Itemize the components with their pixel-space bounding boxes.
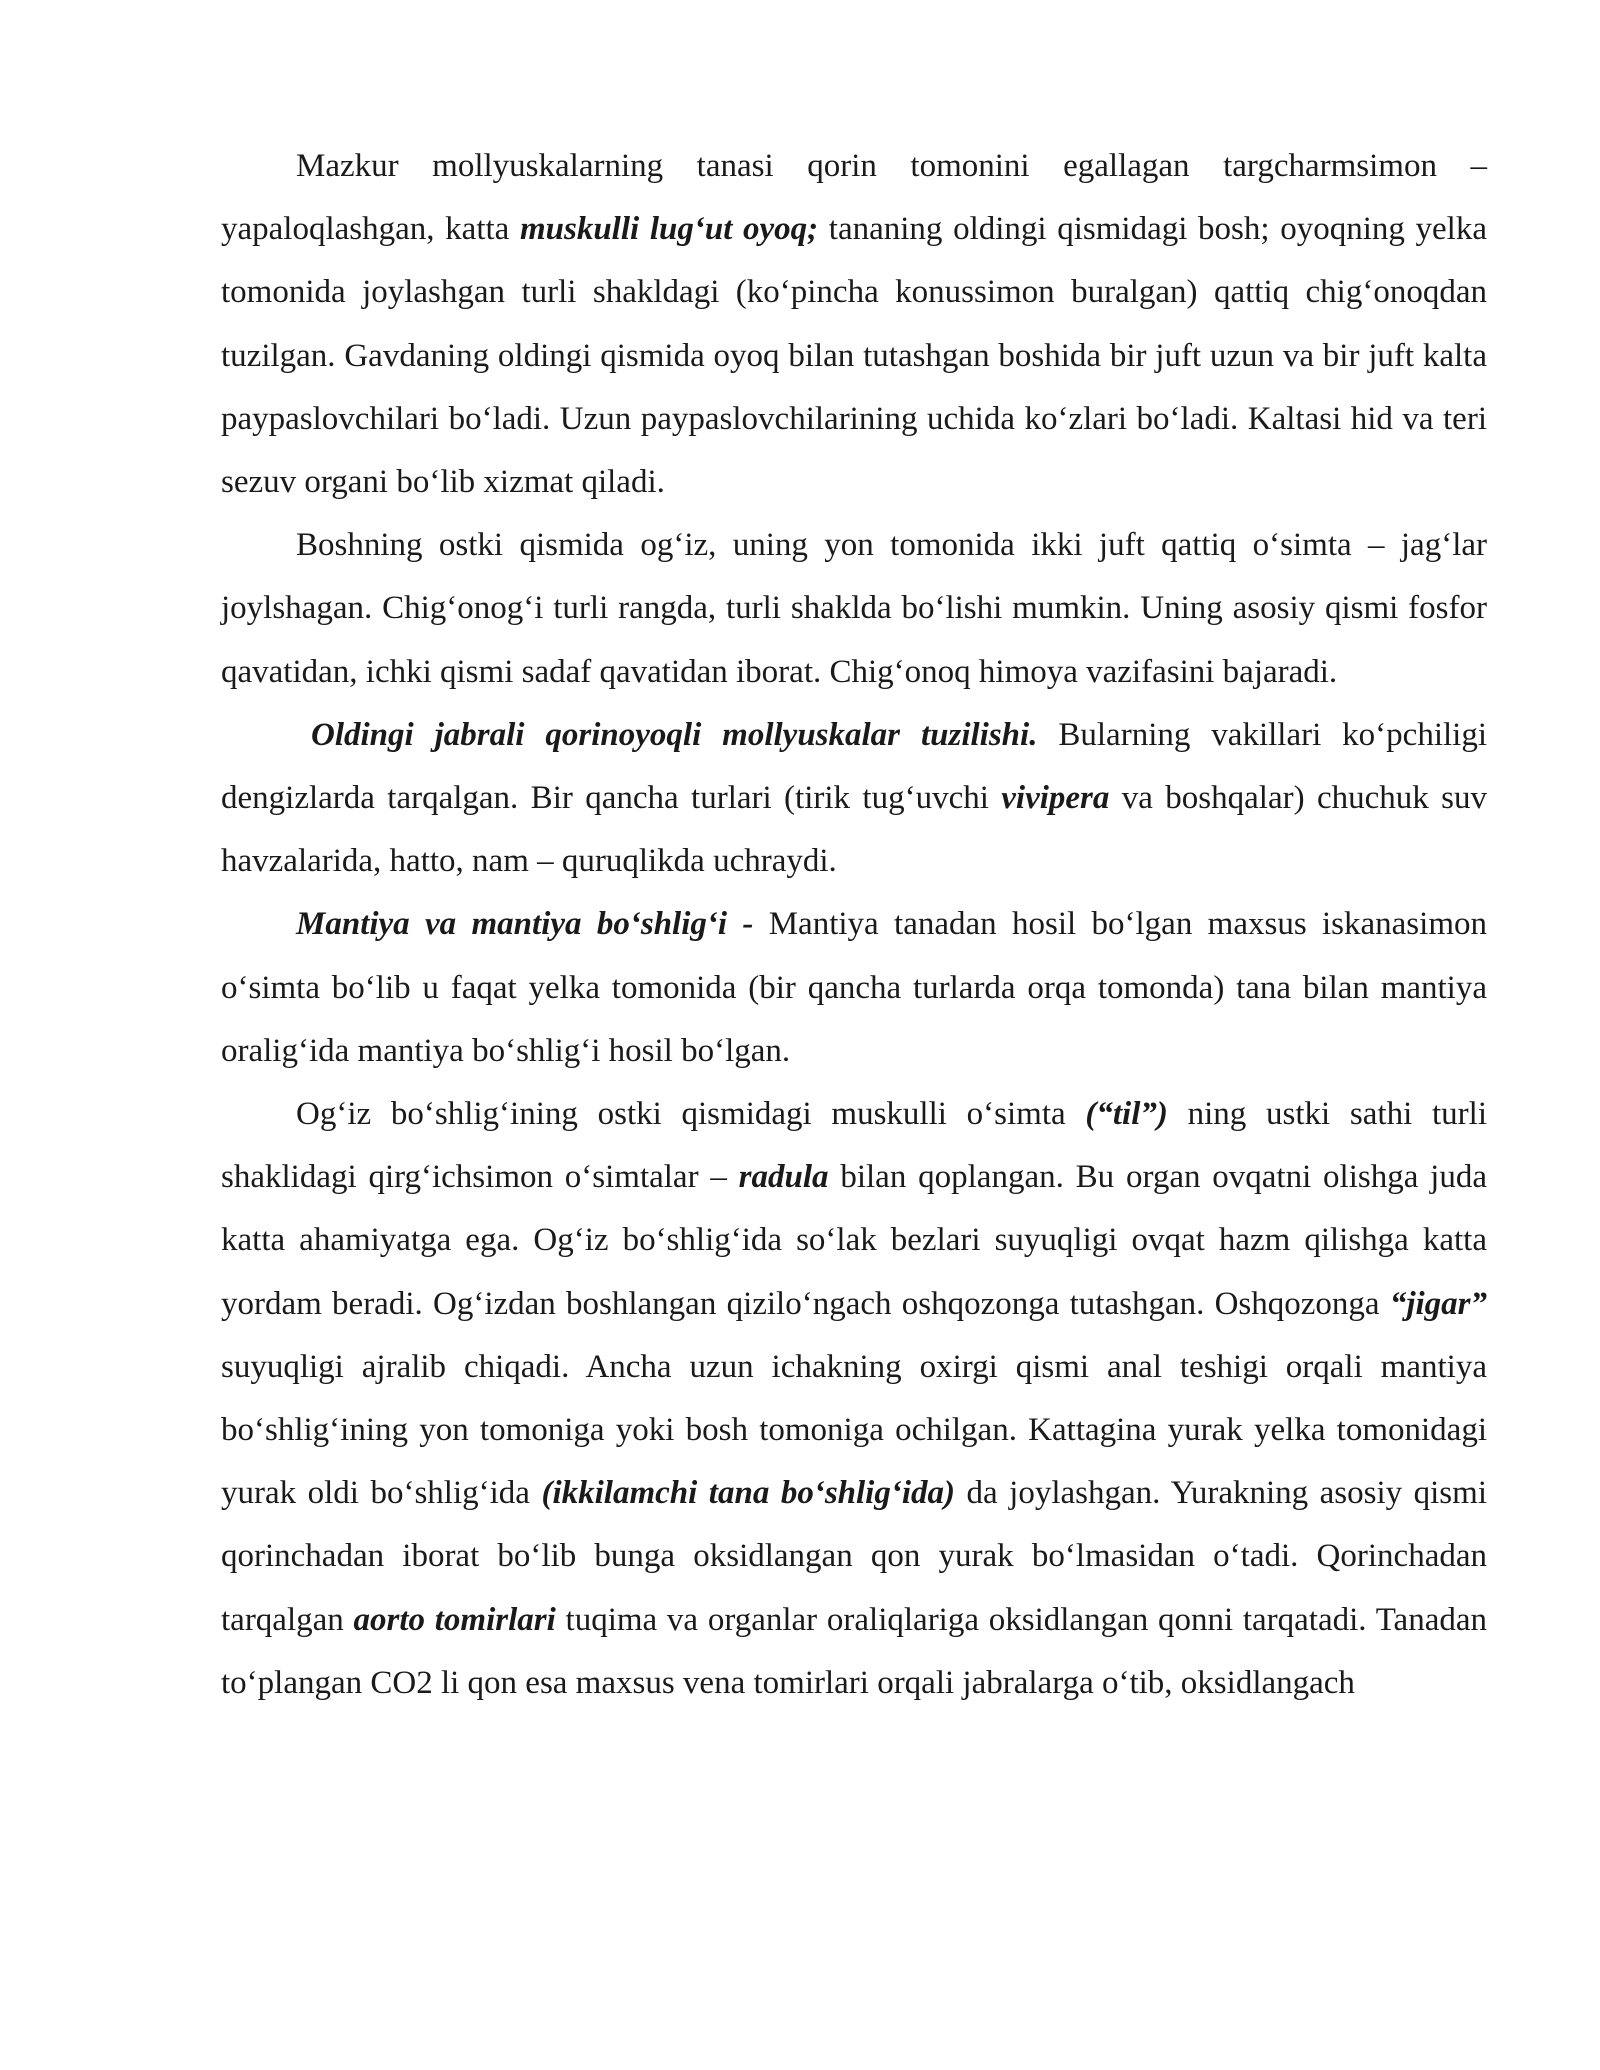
- document-body: [221, 135, 1487, 1715]
- paragraph-2: [221, 514, 1487, 704]
- paragraph-5-text: da joylashgan. Yurakning asosiy qismi qorinchadan iborat bo‘lib bunga oksidlangan qon yurak bo‘lmasidan o‘tadi. Qorinchadan tarqalgan: [221, 1475, 1487, 1638]
- paragraph-3: [221, 704, 1487, 894]
- term-muskulli-lugut-oyoq: muskulli lug‘ut oyoq;: [519, 211, 819, 248]
- section-heading-mantiya: Mantiya va mantiya bo‘shlig‘i -: [296, 906, 754, 943]
- paragraph-1-text: Mazkur mollyuskalarning tanasi qorin tomonini egallagan targcharmsimon – yapaloqlashgan, katta: [221, 148, 1487, 248]
- paragraph-3-text: va boshqalar) chuchuk suv havzalarida, hatto, nam – quruqlikda uchraydi.: [221, 780, 1487, 880]
- term-vivipera: vivipera: [1001, 780, 1110, 817]
- term-ikkilamchi-tana: (ikkilamchi tana bo‘shlig‘ida): [541, 1475, 955, 1512]
- term-aorto-tomirlari: aorto tomirlari: [353, 1601, 556, 1638]
- term-jigar: “jigar”: [1389, 1285, 1487, 1322]
- paragraph-5-text: ning ustki sathi turli shaklidagi qirg‘ichsimon o‘simtalar –: [221, 1096, 1487, 1196]
- paragraph-5-text: Og‘iz bo‘shlig‘ining ostki qismidagi muskulli o‘simta: [296, 1096, 1086, 1133]
- section-heading-oldingi-jabrali: Oldingi jabrali qorinoyoqli mollyuskalar tuzilishi.: [311, 716, 1038, 753]
- paragraph-5-text: bilan qoplangan. Bu organ ovqatni olishga juda katta ahamiyatga ega. Og‘iz bo‘shlig‘ida so‘lak bezlari suyuqligi ovqat hazm qilishga katta yordam beradi. Og‘izdan boshlangan qizilo‘ngach oshqozonga tutashgan. Oshqozonga: [221, 1159, 1487, 1322]
- paragraph-4: [221, 893, 1487, 1083]
- paragraph-4-text: Mantiya tanadan hosil bo‘lgan maxsus iskanasimon o‘simta bo‘lib u faqat yelka tomonida (bir qancha turlarda orqa tomonda) tana bilan mantiya oralig‘ida mantiya bo‘shlig‘i hosil bo‘lgan.: [221, 906, 1487, 1069]
- paragraph-1: [221, 135, 1487, 514]
- paragraph-5-text: suyuqligi ajralib chiqadi. Ancha uzun ichakning oxirgi qismi anal teshigi orqali mantiya bo‘shlig‘ining yon tomoniga yoki bosh tomoniga ochilgan. Kattagina yurak yelka tomonidagi yurak oldi bo‘shlig‘ida: [221, 1348, 1487, 1512]
- paragraph-5-text: tuqima va organlar oraliqlariga oksidlangan qonni tarqatadi. Tanadan to‘plangan CO2 li qon esa maxsus vena tomirlari orqali jabralarga o‘tib, oksidlangach: [221, 1601, 1487, 1701]
- paragraph-5: [221, 1083, 1487, 1715]
- term-til: (“til”): [1085, 1096, 1168, 1133]
- paragraph-3-text: Bularning vakillari ko‘pchiligi dengizlarda tarqalgan. Bir qancha turlari (tirik tug‘uvchi: [221, 716, 1487, 817]
- paragraph-1-text: tananing oldingi qismidagi bosh; oyoqning yelka tomonida joylashgan turli shakldagi (ko‘pincha konussimon buralgan) qattiq chig‘onoqdan tuzilgan. Gavdaning oldingi qismida oyoq bilan tutashgan boshida bir juft uzun va bir juft kalta paypaslovchilari bo‘ladi. Uzun paypaslovchilarining uchida ko‘zlari bo‘ladi. Kaltasi hid va teri sezuv organi bo‘lib xizmat qiladi.: [221, 211, 1487, 501]
- term-radula: radula: [738, 1159, 829, 1196]
- paragraph-2-text: Boshning ostki qismida og‘iz, uning yon tomonida ikki juft qattiq o‘simta – jag‘lar joylshagan. Chig‘onog‘i turli rangda, turli shaklda bo‘lishi mumkin. Uning asosiy qismi fosfor qavatidan, ichki qismi sadaf qavatidan iborat. Chig‘onoq himoya vazifasini bajaradi.: [221, 527, 1487, 690]
